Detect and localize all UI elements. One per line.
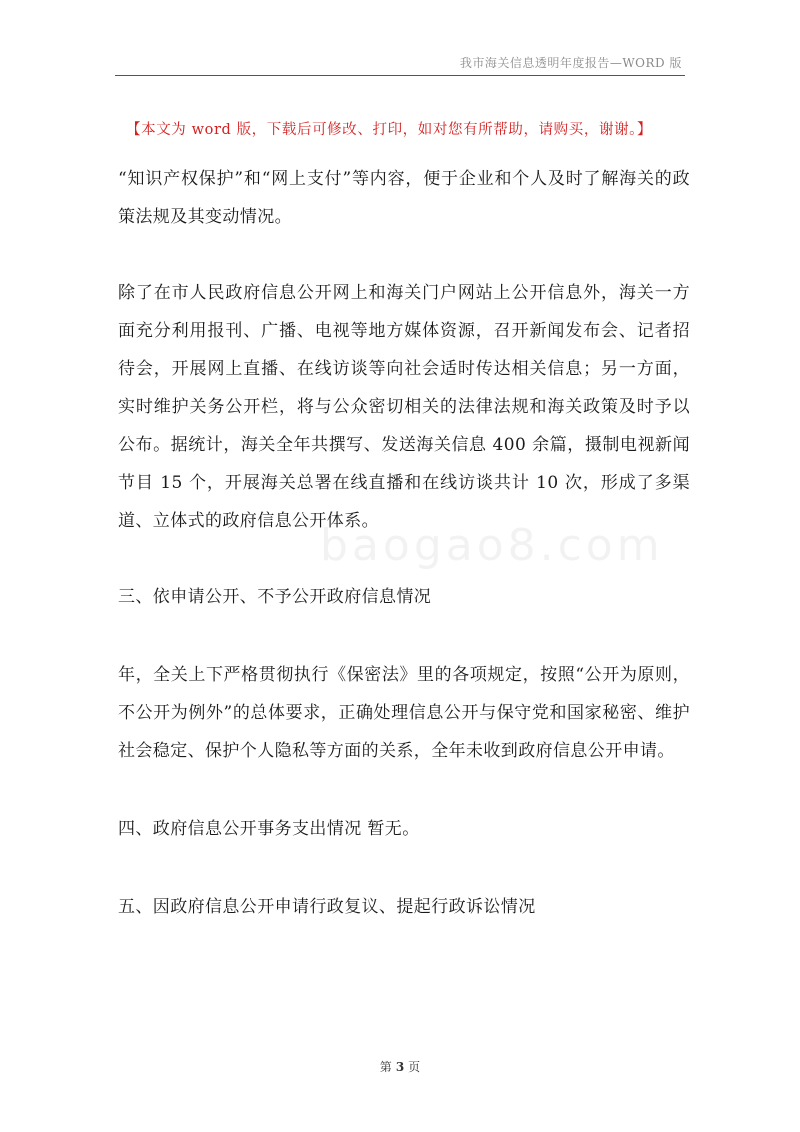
footer-prefix: 第 bbox=[379, 1060, 392, 1074]
footer-suffix: 页 bbox=[408, 1060, 421, 1074]
purchase-notice: 【本文为 word 版，下载后可修改、打印，如对您有所帮助，请购买，谢谢。】 bbox=[126, 122, 653, 138]
section-heading-5: 五、因政府信息公开申请行政复议、提起行政诉讼情况 bbox=[118, 897, 536, 917]
paragraph-secrecy-law: 年，全关上下严格贯彻执行《保密法》里的各项规定，按照“公开为原则，不公开为例外”的总体要求，正确处理信息公开与保守党和国家秘密、维护社会稳定、保护个人隐私等方面的关系，全年未收到政府信息公开申请。 bbox=[118, 665, 690, 761]
document-header-title: 我市海关信息透明年度报告—WORD 版 bbox=[459, 56, 682, 70]
watermark: baogao8.com bbox=[320, 520, 664, 571]
paragraph-publicity-channels: 除了在市人民政府信息公开网上和海关门户网站上公开信息外，海关一方面充分利用报刊、广播、电视等地方媒体资源，召开新闻发布会、记者招待会，开展网上直播、在线访谈等向社会适时传达相关信息；另一方面，实时维护关务公开栏，将与公众密切相关的法律法规和海关政策及时予以公布。据统计，海关全年共撰写、发送海关信息 400 余篇，摄制电视新闻节目 15 个，开展海关总署在线直播和在线访谈共计 10 次，形成了多渠道、立体式的政府信息公开体系。 bbox=[118, 283, 690, 531]
header-divider bbox=[115, 75, 685, 76]
section-heading-3: 三、依申请公开、不予公开政府信息情况 bbox=[118, 587, 432, 607]
page-number: 3 bbox=[395, 1060, 405, 1074]
paragraph-ip-protection: “知识产权保护”和“网上支付”等内容，便于企业和个人及时了解海关的政策法规及其变动情况。 bbox=[118, 169, 690, 227]
page-footer bbox=[0, 1058, 800, 1075]
document-body bbox=[118, 160, 690, 926]
section-heading-4: 四、政府信息公开事务支出情况 暂无。 bbox=[118, 819, 420, 839]
